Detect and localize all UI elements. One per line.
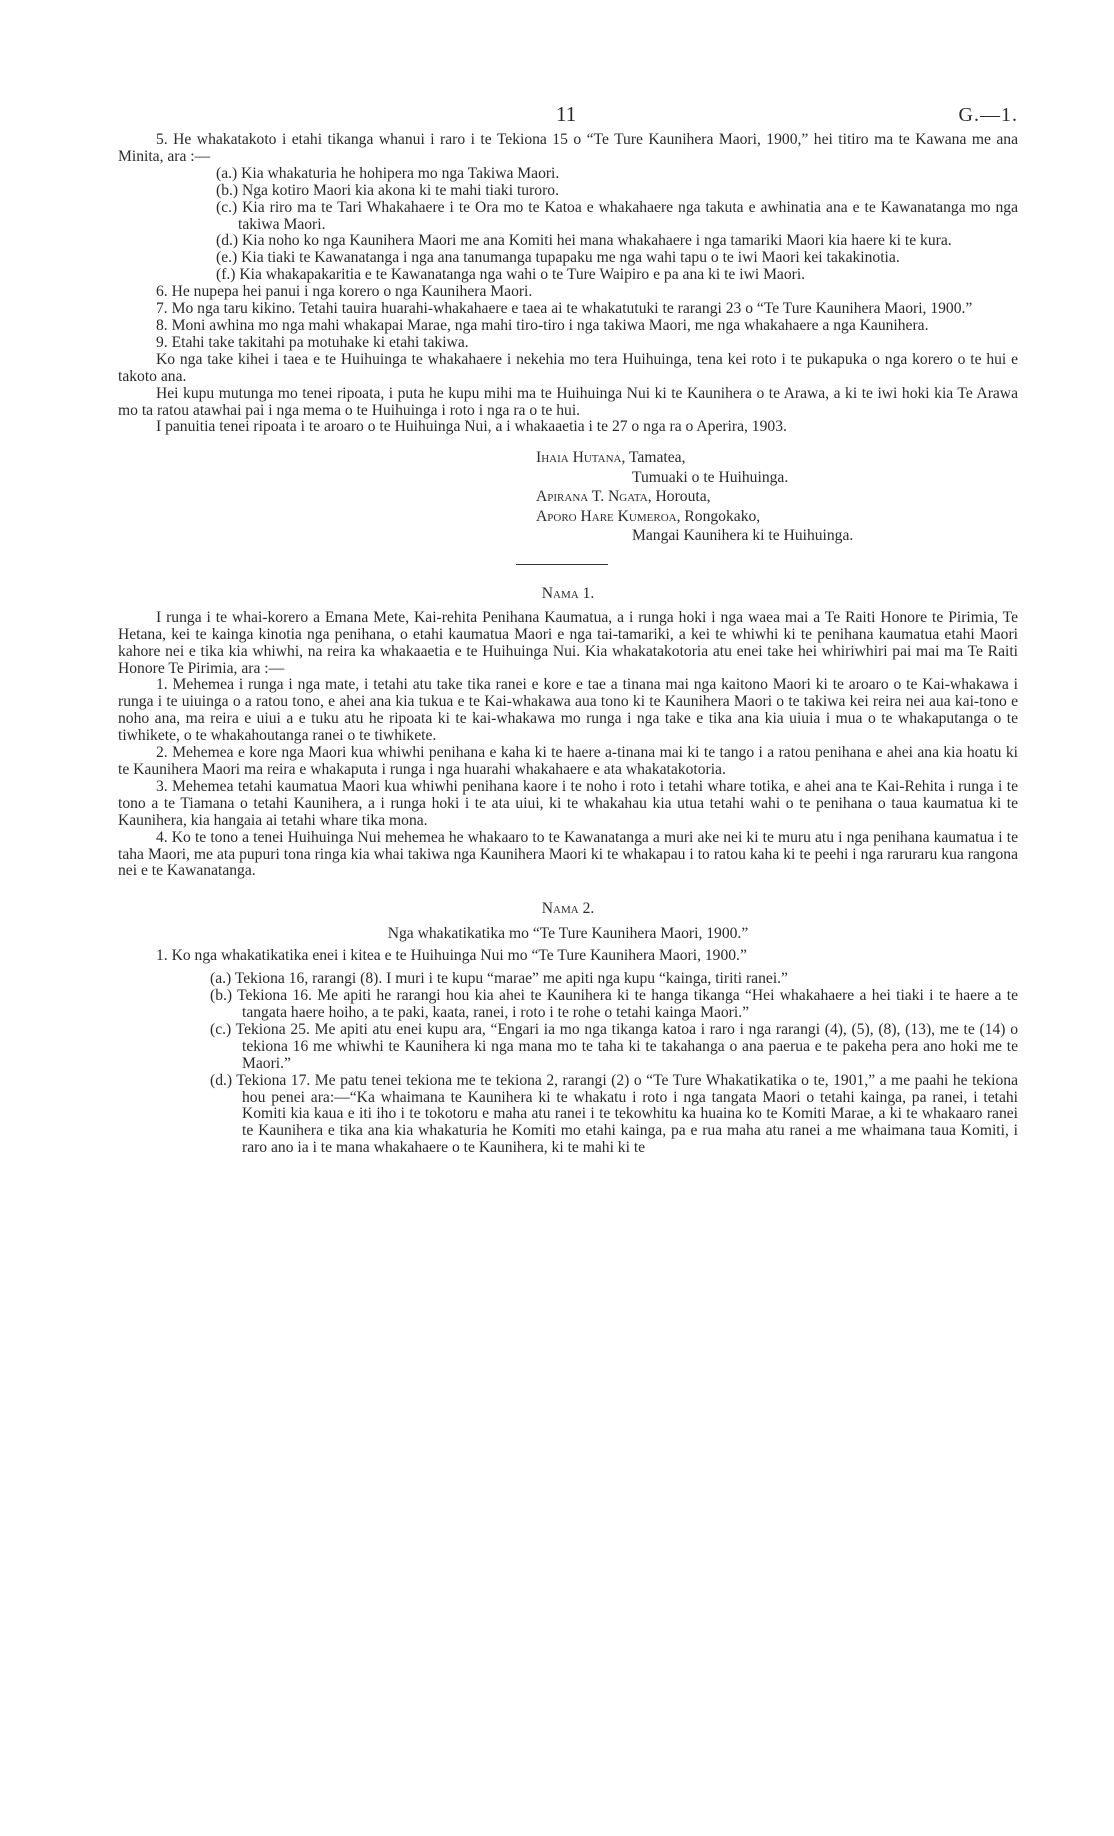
list-item: (d.) Kia noho ko nga Kaunihera Maori me ana Komiti hei mana whakahaere i nga tamariki Maori kia haere ki te kura.	[216, 232, 952, 250]
signatory-role: Mangai Kaunihera ki te Huihuinga.	[632, 527, 854, 545]
signatory	[536, 507, 1018, 546]
signatory-name: Aporo Hare Kumeroa	[536, 507, 677, 525]
signatory	[536, 448, 1018, 487]
page-number: 11	[556, 102, 577, 126]
amendment-item: (a.) Tekiona 16, rarangi (8). I muri i te kupu “marae” me apiti nga kupu “kainga, tiriti ranei.”	[210, 970, 788, 988]
signatory-place: , Rongokako,	[676, 507, 761, 525]
document-page	[118, 96, 1018, 1157]
paragraph: 7. Mo nga taru kikino. Tetahi tauira huarahi-whakahaere e taea ai te whakatutuki te rarangi 23 o “Te Ture Kaunihera Maori, 1900.”	[156, 300, 973, 318]
page-header	[118, 96, 1018, 132]
paragraph-5-intro: 5. He whakatakoto i etahi tikanga whanui i raro i te Tekiona 15 o “Te Ture Kaunihera Maori, 1900,” hei titiro ma te Kawana me ana Minita, ara :—	[118, 131, 1018, 165]
signatory-role: Tumuaki o te Huihuinga.	[632, 468, 789, 486]
signature-block	[536, 448, 1018, 546]
list-item: (a.) Kia whakaturia he hohipera mo nga Takiwa Maori.	[216, 164, 560, 182]
list-item: (f.) Kia whakapakaritia e te Kawanatanga nga wahi o te Ture Waipiro e pa ana ki te iwi Maori.	[216, 266, 806, 284]
signatory-place: , Tamatea,	[621, 449, 686, 467]
paragraph: Ko nga take kihei i taea e te Huihuinga te whakahaere i nekehia mo tera Huihuinga, tena kei roto i te pukapuka o nga korero o te hui e takoto ana.	[118, 350, 1018, 385]
signatory	[536, 487, 1018, 507]
nama-2-intro: 1. Ko nga whakatikatika enei i kitea e te Huihuinga Nui mo “Te Ture Kaunihera Maori, 1900.”	[156, 947, 747, 965]
paragraph: 8. Moni awhina mo nga mahi whakapai Marae, nga mahi tiro-tiro i nga takiwa Maori, me nga whakahaere a nga Kaunihera.	[156, 316, 929, 334]
amendment-item: (c.) Tekiona 25. Me apiti atu enei kupu ara, “Engari ia mo nga tikanga katoa i raro i nga rarangi (4), (5), (8), (13), me te (14) o tekiona 16 me whiwhi te Kaunihera ki nga mana mo te taha ki te takahanga o ana paerua e te pakeha pera ano hoki me te Maori.”	[210, 1020, 1018, 1072]
paragraph: Hei kupu mutunga mo tenei ripoata, i puta he kupu mihi ma te Huihuinga Nui ki te Kaunihera o te Arawa, a ki te iwi hoki kia Te Arawa mo ta ratou atawhai pai i nga mema o te Huihuinga i roto i nga ra o te hui.	[118, 384, 1018, 419]
nama-2-heading: Nama 2.	[541, 900, 595, 918]
nama-1-point: 1. Mehemea i runga i nga mate, i tetahi atu take tika ranei e kore e tae a tinana mai nga kaitono Maori ki te aroaro o te Kai-whakawa i runga i te uiuinga o a ratou tono, e ahei ana kia tukua e te Kai-whakawa aua tono ki te Kaunihera Maori o te takiwa kei reira nei aua kai-tono e noho ana, ma reira e uiui a e tuku atu he ripoata ki te kai-whakawa mo runga i nga take e tika ana kia uiuia i mua o te whakaputanga o te tiwhikete, o te whakahoutanga ranei o te tiwhikete.	[118, 676, 1018, 745]
nama-1-intro: I runga i te whai-korero a Emana Mete, Kai-rehita Penihana Kaumatua, a i runga hoki i nga waea mai a Te Raiti Honore te Pirimia, Te Hetana, kei te kainga kinotia nga penihana, o etahi kaumatua Maori e nga tai-tamariki, a kei te whiwhi ki te penihana kaumatua etahi Maori kahore nei e tika kia whiwhi, na reira ka whakaaetia e te Huihuinga Nui. Kia whakatakotoria atu enei take hei whiriwhiri pai mai ma Te Raiti Honore Te Pirimia, ara :—	[118, 608, 1018, 677]
list-item: (b.) Nga kotiro Maori kia akona ki te mahi tiaki turoro.	[216, 181, 559, 199]
signatory-name: Ihaia Hutana	[536, 449, 622, 467]
list-item: (e.) Kia tiaki te Kawanatanga i nga ana tanumanga tupapaku me nga wahi tapu o te iwi Maori kei takakinotia.	[216, 249, 900, 267]
signatory-place: , Horouta,	[647, 488, 711, 506]
signatory-name: Apirana T. Ngata	[536, 488, 648, 506]
document-reference: G.—1.	[958, 104, 1018, 126]
paragraph-5-list	[118, 166, 1018, 284]
nama-2-subtitle: Nga whakatikatika mo “Te Ture Kaunihera Maori, 1900.”	[387, 925, 749, 943]
section-divider	[516, 564, 608, 565]
paragraph: 6. He nupepa hei panui i nga korero o nga Kaunihera Maori.	[156, 283, 533, 301]
list-item: (c.) Kia riro ma te Tari Whakahaere i te Ora mo te Katoa e whakahaere nga takuta e awhinatia ana e te Kawanatanga mo nga takiwa Maori.	[216, 198, 1018, 233]
amendment-item: (d.) Tekiona 17. Me patu tenei tekiona me te tekiona 2, rarangi (2) o “Te Ture Whakatikatika o te, 1901,” a me paahi he tekiona hou penei ara:—“Ka whaimana te Kaunihera ki te whakatu i roto i nga tangata Maori o tetahi kainga, pa ranei, i tetahi Komiti kia kaua e iti iho i te tokotoru e maha atu ranei i te tekowhitu ka huaina ko te Komiti Marae, a ki te whakaaro ranei te Kaunihera e tika ana kia whakaturia he Komiti mo etahi kainga, pa e rua maha atu ranei a me whaimana taua Komiti, i raro ano ia i te mana whakahaere o te Kaunihera, ki te mahi ki te	[210, 1071, 1018, 1157]
nama-1-point: 4. Ko te tono a tenei Huihuinga Nui mehemea he whakaaro to te Kawanatanga a muri ake nei ki te muru atu i nga penihana kaumatua i te taha Maori, me ata pupuri tona ringa kia whai takiwa nga Kaunihera Maori ki te whakapau i to ratou kaha ki te peehi i nga raruraru kua rangona nei e te Kawanatanga.	[118, 828, 1018, 880]
paragraph: I panuitia tenei ripoata i te aroaro o te Huihuinga Nui, a i whakaaetia i te 27 o nga ra o Aperira, 1903.	[156, 418, 787, 436]
nama-1-heading: Nama 1.	[541, 584, 595, 602]
amendment-item: (b.) Tekiona 16. Me apiti he rarangi hou kia ahei te Kaunihera ki te hanga tikanga “Hei whakahaere a hei tiaki i te haere a te tangata haere hoiho, a te paki, kaata, ranei, i roto i te rohe o tetahi kainga Maori.”	[210, 987, 1018, 1022]
paragraph: 9. Etahi take takitahi pa motuhake ki etahi takiwa.	[156, 333, 469, 351]
nama-1-point: 2. Mehemea e kore nga Maori kua whiwhi penihana e kaha ki te haere a-tinana mai ki te tango i a ratou penihana e ahei ana kia hoatu ki te Kaunihera Maori ma reira e whakaputa i runga i nga huarahi whakahaere e ata whakatakotoria.	[118, 744, 1018, 778]
nama-1-point: 3. Mehemea tetahi kaumatua Maori kua whiwhi penihana kaore i te noho i roto i tetahi whare totika, e ahei ana te Kai-Rehita i runga i te tono a te Tiamana o tetahi Kaunihera, a i runga hoki i te ata uiui, ki te whakahau kia utua tetahi wahi o te penihana o taua kaumatua ki te Kaunihera, kia hangaia ai tetahi whare tika mona.	[118, 777, 1018, 829]
